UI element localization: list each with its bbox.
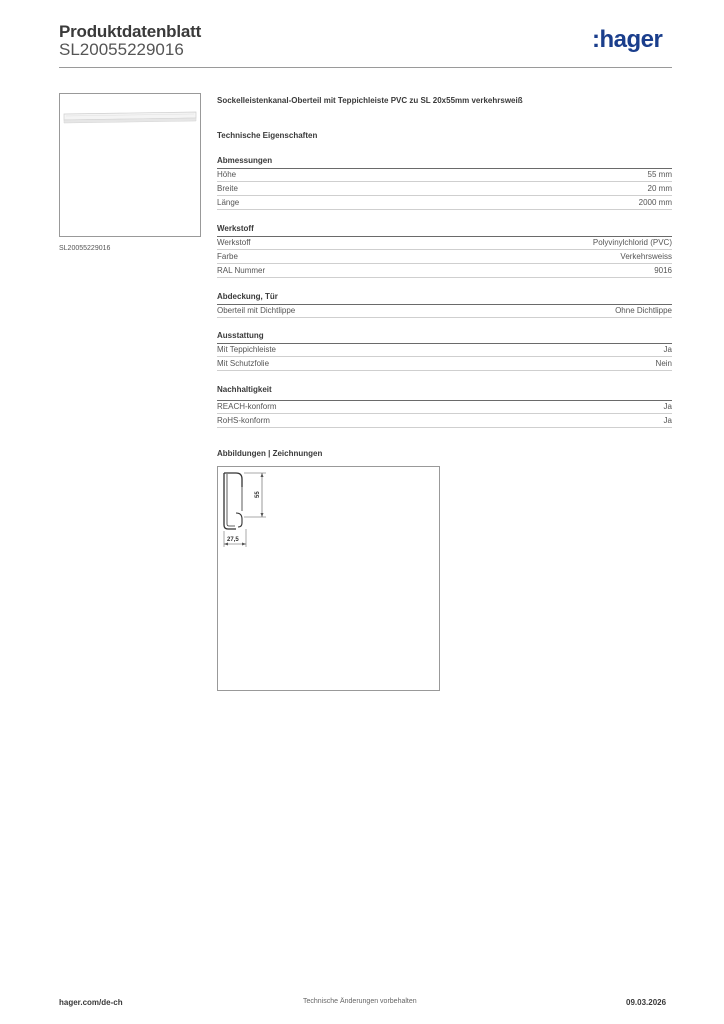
product-image bbox=[59, 93, 201, 237]
property-row bbox=[217, 358, 672, 371]
section-title-cover: Abdeckung, Tür bbox=[217, 292, 278, 301]
property-value: Ja bbox=[663, 416, 672, 425]
property-value: Ja bbox=[663, 402, 672, 411]
section-title-material: Werkstoff bbox=[217, 224, 254, 233]
property-value: 55 mm bbox=[647, 170, 672, 179]
dim-width-label: 27,5 bbox=[227, 537, 239, 543]
article-number: SL20055229016 bbox=[59, 40, 184, 59]
footer-notice: Technische Änderungen vorbehalten bbox=[303, 998, 417, 1005]
technical-properties-heading: Technische Eigenschaften bbox=[217, 131, 318, 140]
property-key: Oberteil mit Dichtlippe bbox=[217, 306, 296, 315]
property-key: Breite bbox=[217, 184, 238, 193]
hager-logo bbox=[592, 26, 662, 54]
property-key: RoHS-konform bbox=[217, 416, 270, 425]
drawings-heading: Abbildungen | Zeichnungen bbox=[217, 449, 323, 458]
property-value: Polyvinylchlorid (PVC) bbox=[592, 238, 672, 247]
property-value: 2000 mm bbox=[638, 198, 672, 207]
property-row bbox=[217, 344, 672, 357]
property-key: REACH-konform bbox=[217, 402, 277, 411]
property-value: Nein bbox=[655, 359, 672, 368]
dim-height-label: 55 bbox=[255, 491, 261, 498]
property-row bbox=[217, 251, 672, 264]
header-divider bbox=[59, 67, 672, 68]
product-description: Sockelleistenkanal-Oberteil mit Teppichleiste PVC zu SL 20x55mm verkehrsweiß bbox=[217, 96, 523, 105]
property-row bbox=[217, 265, 672, 278]
property-value: 20 mm bbox=[647, 184, 672, 193]
section-title-dimensions: Abmessungen bbox=[217, 156, 273, 165]
footer-website-link[interactable]: hager.com/de-ch bbox=[59, 998, 123, 1007]
property-value: 9016 bbox=[654, 266, 672, 275]
product-image-caption: SL20055229016 bbox=[59, 245, 111, 252]
technical-drawing bbox=[217, 466, 440, 691]
property-key: Farbe bbox=[217, 252, 238, 261]
property-key: Länge bbox=[217, 198, 240, 207]
section-title-sustainability: Nachhaltigkeit bbox=[217, 385, 272, 394]
property-row bbox=[217, 305, 672, 318]
property-value: Verkehrsweiss bbox=[620, 252, 672, 261]
footer-date: 09.03.2026 bbox=[626, 998, 667, 1007]
logo-text: hager bbox=[599, 26, 663, 53]
property-row bbox=[217, 401, 672, 414]
property-row bbox=[217, 183, 672, 196]
property-key: Mit Teppichleiste bbox=[217, 345, 276, 354]
property-row bbox=[217, 415, 672, 428]
page-title: Produktdatenblatt bbox=[59, 22, 202, 41]
section-title-equipment: Ausstattung bbox=[217, 331, 264, 340]
logo-colon: : bbox=[592, 26, 600, 53]
property-value: Ohne Dichtlippe bbox=[615, 306, 672, 315]
property-row bbox=[217, 237, 672, 250]
property-key: Werkstoff bbox=[217, 238, 251, 247]
property-key: Höhe bbox=[217, 170, 237, 179]
skirting-profile-image bbox=[60, 94, 200, 236]
property-key: Mit Schutzfolie bbox=[217, 359, 270, 368]
property-key: RAL Nummer bbox=[217, 266, 266, 275]
property-row bbox=[217, 197, 672, 210]
profile-cross-section-drawing bbox=[218, 467, 439, 690]
property-value: Ja bbox=[663, 345, 672, 354]
property-row bbox=[217, 169, 672, 182]
